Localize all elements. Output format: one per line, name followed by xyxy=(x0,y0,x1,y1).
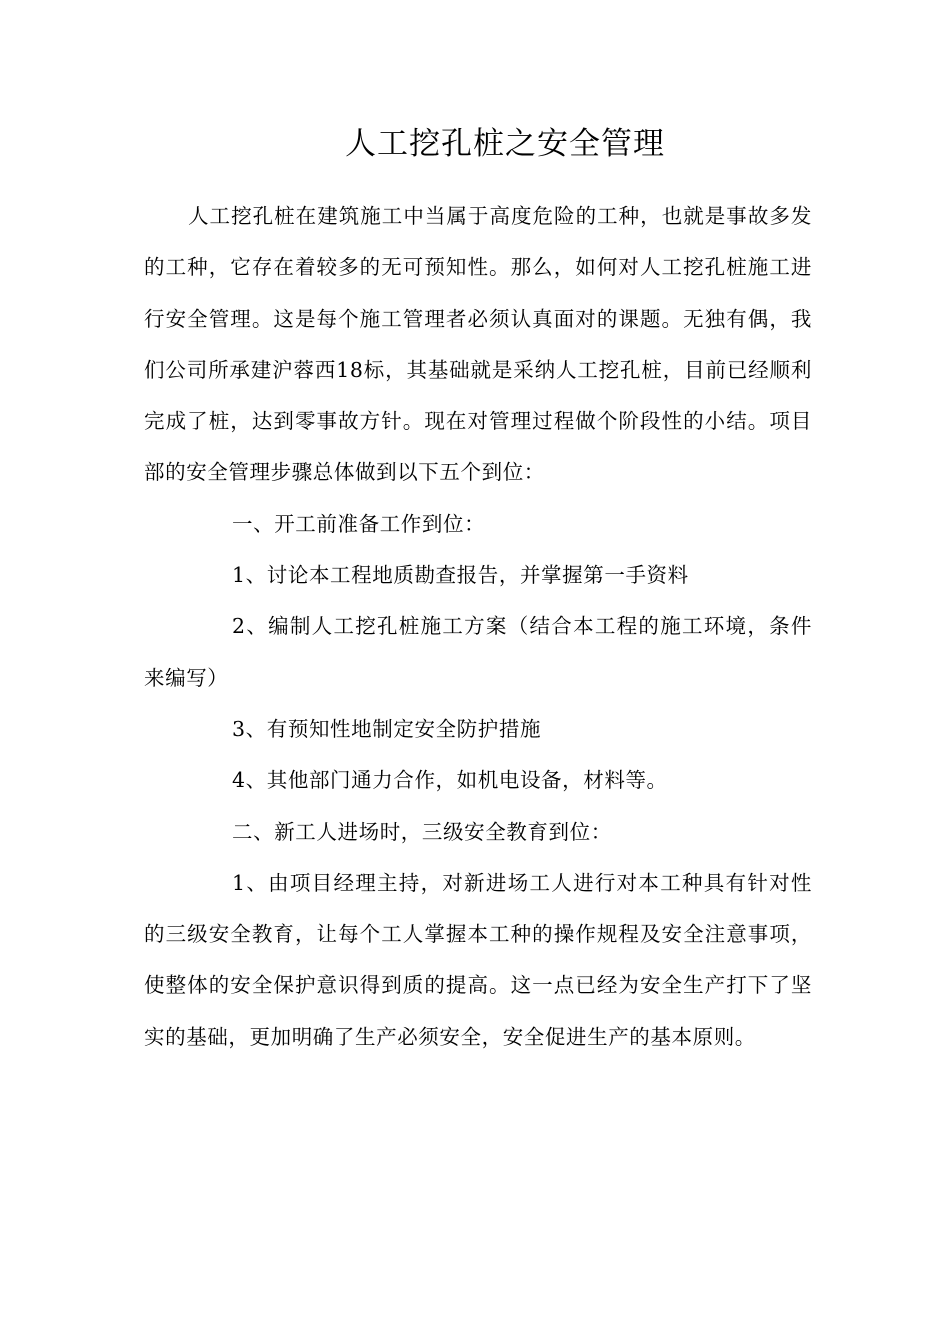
document-title: 人工挖孔桩之安全管理 xyxy=(345,126,665,162)
list-item: 1、讨论本工程地质勘查报告，并掌握第一手资料 xyxy=(232,563,689,588)
document-body xyxy=(144,191,812,1063)
list-item: 1、由项目经理主持，对新进场工人进行对本工种具有针对性的三级安全教育，让每个工人掌握本工种的操作规程及安全注意事项，使整体的安全保护意识得到质的提高。这一点已经为安全生产打下了坚实的基础，更加明确了生产必须安全，安全促进生产的基本原则。 xyxy=(144,870,812,1049)
section-heading-1: 一、开工前准备工作到位： xyxy=(232,511,486,536)
list-item: 4、其他部门通力合作，如机电设备，材料等。 xyxy=(232,768,668,793)
list-item: 3、有预知性地制定安全防护措施 xyxy=(232,716,542,741)
paragraph-intro: 人工挖孔桩在建筑施工中当属于高度危险的工种，也就是事故多发的工种，它存在着较多的无可预知性。那么，如何对人工挖孔桩施工进行安全管理。这是每个施工管理者必须认真面对的课题。无独有偶，我们公司所承建沪蓉西18标，其基础就是采纳人工挖孔桩，目前已经顺利完成了桩，达到零事故方针。现在对管理过程做个阶段性的小结。项目部的安全管理步骤总体做到以下五个到位： xyxy=(144,204,812,485)
section-heading-2: 二、新工人进场时，三级安全教育到位： xyxy=(232,819,612,844)
list-item: 2、编制人工挖孔桩施工方案（结合本工程的施工环境，条件来编写） xyxy=(144,614,812,690)
